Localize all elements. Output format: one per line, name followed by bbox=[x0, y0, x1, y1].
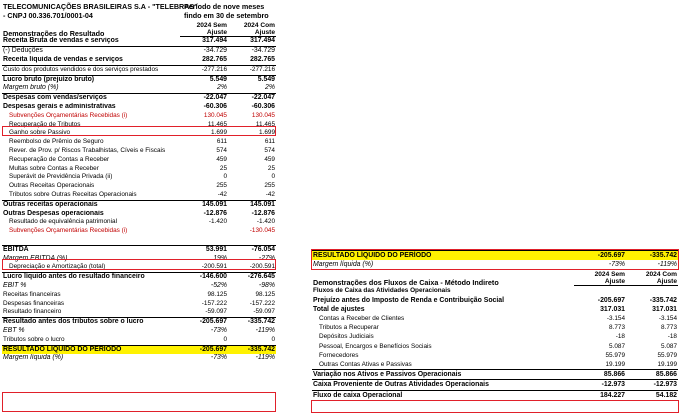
dre-row-label: Rever. de Prov. p/ Riscos Trabalhistas, Cíveis e Fiscais bbox=[9, 146, 166, 154]
dfc-row-value-sem-ajuste: 85.866 bbox=[574, 370, 626, 380]
dre-row bbox=[2, 308, 276, 317]
dfc-row-value-com-ajuste: 5.087 bbox=[661, 342, 677, 350]
dre-row-value-sem-ajuste: 0 bbox=[223, 173, 227, 181]
company-header bbox=[3, 2, 198, 20]
dfc-row-value-com-ajuste: -3.154 bbox=[658, 315, 677, 322]
dre-row-value-sem-ajuste: -59.097 bbox=[205, 308, 227, 316]
dre-row-value-sem-ajuste: 25 bbox=[219, 164, 227, 172]
dre-row-value-com-ajuste: 98.125 bbox=[255, 290, 275, 298]
dre-row bbox=[2, 182, 276, 191]
dre-row-value-com-ajuste: 282.765 bbox=[228, 56, 276, 65]
dre-row-value-sem-ajuste: 1.699 bbox=[211, 129, 227, 137]
dre-row-value-sem-ajuste: 98.125 bbox=[207, 290, 227, 298]
dfc-row-value-sem-ajuste: -12.973 bbox=[574, 380, 626, 390]
dfc-row bbox=[312, 342, 678, 351]
dfc-row-value-sem-ajuste: -205.697 bbox=[597, 296, 625, 304]
dfc-col1-line1: 2024 Sem bbox=[594, 271, 625, 278]
dfc-row-value-com-ajuste: 317.031 bbox=[652, 305, 677, 313]
dfc-row bbox=[312, 323, 678, 332]
dre-row-label: Tributos sobre o lucro bbox=[3, 335, 65, 343]
dfc-row-value-sem-ajuste: 184.227 bbox=[574, 390, 626, 400]
dre-row bbox=[2, 210, 276, 219]
dfc-row-label: Contas a Receber de Clientes bbox=[319, 315, 405, 322]
dre-col1-line2: Ajuste bbox=[180, 29, 228, 37]
dre-col1-line1: 2024 Sem bbox=[196, 22, 227, 29]
right-result-table bbox=[312, 250, 678, 269]
dre-row-value-sem-ajuste: 2% bbox=[217, 84, 227, 92]
dre-row bbox=[2, 165, 276, 174]
dre-row-value-com-ajuste: 25 bbox=[267, 164, 275, 172]
dre-row-value-sem-ajuste: -42 bbox=[217, 190, 227, 198]
dfc-row-value-com-ajuste bbox=[626, 286, 678, 296]
dre-row-label: Superávit de Previdência Privada (ii) bbox=[9, 173, 113, 181]
dre-row bbox=[2, 245, 276, 254]
dre-row-value-sem-ajuste: 459 bbox=[216, 155, 227, 163]
dre-row bbox=[2, 318, 276, 327]
dre-row-value-sem-ajuste: -22.047 bbox=[180, 94, 228, 103]
dre-row-value-com-ajuste: -119% bbox=[255, 326, 275, 334]
dfc-row-label: Fluxos de Caixa das Atividades Operacionais bbox=[313, 287, 451, 295]
dre-row-label bbox=[2, 236, 180, 245]
dre-row-value-com-ajuste: -157.222 bbox=[249, 299, 275, 307]
dre-row bbox=[2, 300, 276, 309]
dre-row-value-sem-ajuste: 317.494 bbox=[180, 37, 228, 47]
net-result-highlight-box bbox=[2, 392, 276, 413]
right-net-margin-label: Margem líquida (%) bbox=[313, 261, 374, 269]
dre-row-label: Receitas financeiras bbox=[3, 290, 61, 298]
dre-row bbox=[2, 236, 276, 245]
dre-row bbox=[2, 65, 276, 75]
dfc-row bbox=[312, 314, 678, 323]
dre-row-value-com-ajuste: -200.591 bbox=[249, 263, 275, 271]
dre-row-value-sem-ajuste: -157.222 bbox=[201, 299, 227, 307]
dre-row-value-sem-ajuste: -277.216 bbox=[201, 65, 227, 73]
dre-row-value-com-ajuste: -12.876 bbox=[251, 209, 275, 217]
dre-row bbox=[2, 354, 276, 363]
dre-row bbox=[2, 138, 276, 147]
dre-row-value-sem-ajuste: 574 bbox=[216, 146, 227, 154]
right-net-result-v2: -335.742 bbox=[626, 251, 678, 261]
dre-row bbox=[2, 273, 276, 282]
dfc-row-label: Prejuízo antes do Imposto de Renda e Contribuição Social bbox=[313, 296, 505, 304]
dfc-row-value-sem-ajuste: 5.087 bbox=[609, 342, 625, 350]
dfc-row-value-com-ajuste: -335.742 bbox=[649, 296, 677, 304]
dfc-section-title: Demonstrações dos Fluxos de Caixa - Método Indireto bbox=[313, 277, 499, 286]
right-net-result-row bbox=[312, 251, 678, 261]
dre-row-value-com-ajuste: 1.699 bbox=[259, 129, 275, 137]
dre-row-value-com-ajuste: -98% bbox=[258, 281, 275, 289]
dre-row-label: Custo dos produtos vendidos e dos serviços prestados bbox=[3, 65, 159, 73]
dre-row bbox=[2, 103, 276, 112]
dre-row-value-sem-ajuste: -34.729 bbox=[203, 47, 227, 55]
dre-row bbox=[2, 218, 276, 227]
dfc-row bbox=[312, 332, 678, 341]
company-name: TELECOMUNICAÇÕES BRASILEIRAS S.A - "TELEBRAS" bbox=[3, 2, 198, 11]
dfc-row-label: Outras Contas Ativas e Passivas bbox=[319, 361, 412, 369]
dre-row-value-com-ajuste: -34.729 bbox=[251, 47, 275, 55]
dre-row-value-com-ajuste: -42 bbox=[265, 190, 275, 198]
dre-row-value-sem-ajuste: -52% bbox=[210, 281, 227, 289]
dre-column-header bbox=[2, 22, 276, 29]
dfc-col2-line1: 2024 Com bbox=[645, 271, 677, 278]
dre-row-value-sem-ajuste: -60.306 bbox=[203, 102, 227, 110]
dre-row bbox=[2, 75, 276, 84]
dre-row-value-com-ajuste: 255 bbox=[264, 182, 275, 190]
dre-row-value-com-ajuste: -335.742 bbox=[228, 318, 276, 327]
dre-row-value-com-ajuste: 5.549 bbox=[228, 75, 276, 84]
dfc-row-label: Fornecedores bbox=[319, 351, 359, 359]
dfc-row-value-sem-ajuste: -18 bbox=[615, 333, 625, 341]
dre-row bbox=[2, 147, 276, 156]
dfc-row-value-com-ajuste: 19.199 bbox=[657, 361, 677, 369]
dre-row bbox=[2, 173, 276, 182]
income-statement-table bbox=[2, 22, 276, 363]
dre-row bbox=[2, 94, 276, 103]
dre-row-value-com-ajuste: -277.216 bbox=[249, 65, 275, 73]
dre-row-label: Lucro líquido antes do resultado financeiro bbox=[2, 273, 180, 282]
dfc-row bbox=[312, 360, 678, 370]
dfc-col2-line2: Ajuste bbox=[626, 278, 678, 286]
dre-row bbox=[2, 112, 276, 121]
dre-row-value-com-ajuste: -60.306 bbox=[251, 102, 275, 110]
dfc-row-value-com-ajuste: -12.973 bbox=[626, 380, 678, 390]
dre-row-value-com-ajuste: 0 bbox=[271, 173, 275, 181]
dfc-col1-line2: Ajuste bbox=[574, 278, 626, 286]
dre-row-value-sem-ajuste: 611 bbox=[216, 138, 227, 146]
dre-row-value-com-ajuste: -130.045 bbox=[249, 227, 275, 235]
dre-row-label: Recuperação de Contas a Receber bbox=[9, 155, 110, 163]
dfc-row bbox=[312, 305, 678, 314]
dre-row-value-sem-ajuste: 130.045 bbox=[203, 111, 227, 119]
dfc-row-value-sem-ajuste bbox=[574, 286, 626, 296]
dre-row-value-com-ajuste: -1.420 bbox=[256, 218, 275, 226]
dre-row-label: Depreciação e Amortização (total) bbox=[9, 263, 106, 271]
dre-row-label: Receita Bruta de vendas e serviços bbox=[2, 37, 180, 47]
dre-row-value-com-ajuste: 130.045 bbox=[251, 111, 275, 119]
dre-row bbox=[2, 282, 276, 291]
dre-row-label: Tributos sobre Outras Receitas Operacionais bbox=[9, 190, 137, 198]
dre-row bbox=[2, 37, 276, 47]
dre-row-value-sem-ajuste: -1.420 bbox=[208, 218, 227, 226]
dfc-row-value-com-ajuste: 85.866 bbox=[626, 370, 678, 380]
dre-row-value-com-ajuste: -22.047 bbox=[228, 94, 276, 103]
dre-row bbox=[2, 336, 276, 345]
dre-row bbox=[2, 263, 276, 272]
dre-row bbox=[2, 129, 276, 138]
dre-row-value-sem-ajuste: 5.549 bbox=[180, 75, 228, 84]
dfc-row bbox=[312, 390, 678, 400]
dre-row-label: (-) Deduções bbox=[3, 47, 43, 55]
dre-row-label: Reembolso de Prêmio de Seguro bbox=[9, 138, 104, 146]
dfc-row-label: Total de ajustes bbox=[313, 305, 365, 313]
dre-row-value-com-ajuste: -119% bbox=[255, 354, 275, 362]
dre-row-label: Recuperação de Tributos bbox=[9, 120, 81, 128]
dre-row bbox=[2, 47, 276, 56]
dre-row-label: Subvenções Orçamentárias Recebidas (i) bbox=[9, 227, 128, 235]
dfc-row-value-com-ajuste: 54.182 bbox=[626, 390, 678, 400]
dre-row-value-com-ajuste: -335.742 bbox=[228, 345, 276, 354]
dre-row bbox=[2, 327, 276, 336]
dre-row-value-sem-ajuste bbox=[180, 236, 228, 245]
dre-row-value-sem-ajuste: 255 bbox=[216, 182, 227, 190]
dre-row-label: Subvenções Orçamentárias Recebidas (i) bbox=[9, 111, 128, 119]
dre-row bbox=[2, 200, 276, 209]
dre-row-value-sem-ajuste: 282.765 bbox=[180, 56, 228, 65]
dre-row bbox=[2, 56, 276, 65]
dre-col2-line2: Ajuste bbox=[228, 29, 276, 37]
right-net-result-label: RESULTADO LÍQUIDO DO PERÍODO bbox=[312, 251, 574, 261]
dre-row-value-sem-ajuste: 0 bbox=[223, 335, 227, 343]
dre-row-label: Margem bruto (%) bbox=[3, 84, 59, 92]
period-line-1: Período de nove meses bbox=[184, 2, 265, 11]
company-cnpj: - CNPJ 00.336.701/0001-04 bbox=[3, 11, 93, 20]
dfc-row bbox=[312, 351, 678, 360]
dre-row bbox=[2, 345, 276, 354]
dre-row-label: Resultado antes dos tributos sobre o lucro bbox=[2, 318, 180, 327]
dre-row-value-com-ajuste bbox=[228, 236, 276, 245]
dre-row-value-sem-ajuste: -146.600 bbox=[180, 273, 228, 282]
dre-row-label: Lucro bruto (prejuízo bruto) bbox=[2, 75, 180, 84]
dre-row-value-sem-ajuste: -200.591 bbox=[201, 263, 227, 271]
dfc-row-value-sem-ajuste: 8.773 bbox=[609, 324, 625, 332]
dre-row-value-sem-ajuste: 53.991 bbox=[180, 245, 228, 254]
dre-row-value-com-ajuste: 11.465 bbox=[255, 120, 275, 128]
dre-row-value-sem-ajuste: -12.876 bbox=[203, 209, 227, 217]
dre-row bbox=[2, 121, 276, 130]
dre-row bbox=[2, 156, 276, 165]
dfc-row-value-com-ajuste: 8.773 bbox=[661, 324, 677, 332]
dre-row bbox=[2, 191, 276, 200]
dre-section-title: Demonstrações do Resultado bbox=[3, 28, 105, 37]
dfc-row-label: Pessoal, Encargos e Benefícios Sociais bbox=[319, 342, 432, 350]
period-header bbox=[184, 2, 269, 20]
dre-row-value-sem-ajuste: 19% bbox=[213, 254, 227, 262]
dre-row-value-com-ajuste: 611 bbox=[264, 138, 275, 146]
dre-row-label: EBIT % bbox=[3, 281, 27, 289]
right-net-result-v1: -205.697 bbox=[574, 251, 626, 261]
cash-flow-table bbox=[312, 271, 678, 401]
dre-row-value-sem-ajuste: -205.697 bbox=[180, 345, 228, 354]
dre-row bbox=[2, 291, 276, 300]
dre-row-value-com-ajuste: 145.091 bbox=[228, 200, 276, 209]
dre-row-label: Despesas gerais e administrativas bbox=[3, 102, 116, 110]
dre-row-label: RESULTADO LÍQUIDO DO PERÍODO bbox=[2, 345, 180, 354]
dre-row-value-sem-ajuste: -73% bbox=[210, 354, 227, 362]
dre-row-value-com-ajuste: 2% bbox=[265, 84, 275, 92]
dre-row-value-sem-ajuste: 145.091 bbox=[180, 200, 228, 209]
dfc-row-label: Depósitos Judiciais bbox=[319, 333, 374, 341]
dfc-row-label: Variação nos Ativos e Passivos Operacionais bbox=[312, 370, 574, 380]
dre-row-value-sem-ajuste: -205.697 bbox=[180, 318, 228, 327]
dre-row bbox=[2, 84, 276, 93]
dre-row-label: Margem EBITDA (%) bbox=[3, 254, 68, 262]
dfc-row-label: Fluxo de caixa Operacional bbox=[312, 390, 574, 400]
dre-row bbox=[2, 227, 276, 236]
dre-row-value-com-ajuste: -76.054 bbox=[228, 245, 276, 254]
dfc-row bbox=[312, 296, 678, 305]
right-net-margin-v1: -73% bbox=[608, 261, 625, 269]
dre-row-value-com-ajuste: -59.097 bbox=[253, 308, 275, 316]
dfc-row-label: Tributos a Recuperar bbox=[319, 324, 379, 332]
dfc-row-label: Caixa Proveniente de Outras Atividades Operacionais bbox=[312, 380, 574, 390]
dre-col2-line1: 2024 Com bbox=[243, 22, 275, 29]
dre-row-label: Despesas com vendas/serviços bbox=[2, 94, 180, 103]
dfc-row-value-com-ajuste: 55.979 bbox=[657, 351, 677, 359]
dfc-row-value-sem-ajuste: -3.154 bbox=[606, 315, 625, 322]
dfc-row bbox=[312, 370, 678, 380]
operating-cash-flow-box bbox=[311, 400, 679, 413]
dre-row-value-com-ajuste: 459 bbox=[264, 155, 275, 163]
dre-row-label: EBT % bbox=[3, 326, 25, 334]
dre-row-value-com-ajuste: 0 bbox=[271, 335, 275, 343]
dre-row-label: Resultado de equivalência patrimonial bbox=[9, 218, 117, 226]
dre-row-label: EBITDA bbox=[2, 245, 180, 254]
dre-row-label: Multas sobre Contas a Receber bbox=[9, 164, 99, 172]
dre-row-label: Margem líquida (%) bbox=[3, 354, 64, 362]
dre-row-value-sem-ajuste: -73% bbox=[210, 326, 227, 334]
dre-row-value-com-ajuste: -276.645 bbox=[228, 273, 276, 282]
dre-row-label: Despesas financeiras bbox=[3, 299, 65, 307]
dre-row-label: Outras Receitas Operacionais bbox=[9, 182, 95, 190]
dre-row-label: Resultado financeiro bbox=[3, 308, 62, 316]
dre-row-label: Outras receitas operacionais bbox=[2, 200, 180, 209]
dfc-row-value-sem-ajuste: 19.199 bbox=[605, 361, 625, 369]
right-net-margin-v2: -119% bbox=[657, 261, 677, 269]
dre-row-label: Receita líquida de vendas e serviços bbox=[2, 56, 180, 65]
dfc-row bbox=[312, 380, 678, 390]
dre-row-value-sem-ajuste bbox=[180, 227, 228, 236]
dre-row-label: Ganho sobre Passivo bbox=[9, 129, 71, 137]
dre-row-value-com-ajuste: 317.494 bbox=[228, 37, 276, 47]
dfc-column-header bbox=[312, 271, 678, 278]
right-net-margin-row bbox=[312, 260, 678, 269]
dfc-row-value-sem-ajuste: 55.979 bbox=[605, 351, 625, 359]
dre-row-value-com-ajuste: 574 bbox=[264, 146, 275, 154]
dre-row-value-sem-ajuste: 11.465 bbox=[207, 120, 227, 128]
dre-row-label: Outras Despesas operacionais bbox=[3, 209, 104, 217]
period-line-2: findo em 30 de setembro bbox=[184, 11, 269, 20]
dfc-row bbox=[312, 286, 678, 296]
dfc-row-value-com-ajuste: -18 bbox=[667, 333, 677, 341]
dre-row-value-com-ajuste: -27% bbox=[258, 254, 275, 262]
dfc-row-value-sem-ajuste: 317.031 bbox=[600, 305, 625, 313]
dre-row bbox=[2, 255, 276, 264]
